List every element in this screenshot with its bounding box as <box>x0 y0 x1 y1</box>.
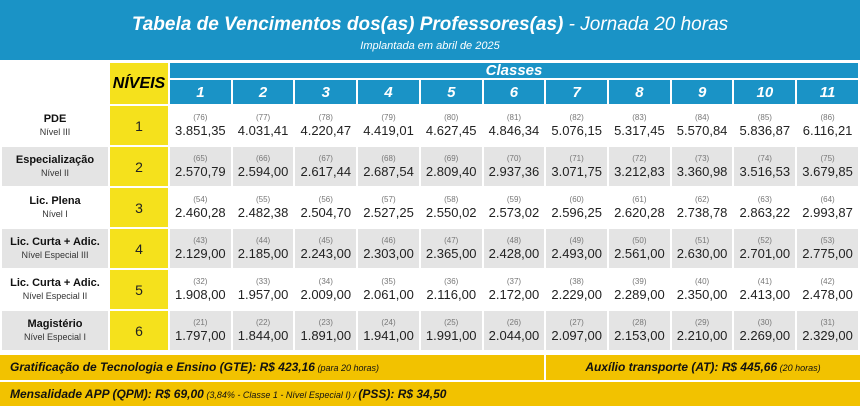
salary-index: (34) <box>318 276 333 286</box>
salary-value: 5.570,84 <box>676 122 728 138</box>
salary-cell <box>797 229 858 268</box>
salary-value: 3.679,85 <box>802 163 853 179</box>
column-header: 3 <box>295 80 356 104</box>
salary-cell <box>672 188 733 227</box>
nivel-cell: 4 <box>110 229 168 268</box>
salary-value: 2.596,25 <box>551 204 602 220</box>
salary-cell <box>170 147 231 186</box>
salary-index: (67) <box>318 153 333 163</box>
salary-value: 2.863,22 <box>739 204 791 220</box>
row-label: Lic. Curta + Adic. <box>10 277 100 289</box>
row-label-cell <box>2 188 108 227</box>
salary-index: (56) <box>318 194 333 204</box>
salary-index: (49) <box>569 235 584 245</box>
salary-cell <box>484 106 545 145</box>
salary-value: 4.419,01 <box>363 122 414 138</box>
salary-value: 2.570,79 <box>175 163 226 179</box>
corner-cell <box>2 63 108 104</box>
salary-value: 2.061,00 <box>363 286 414 302</box>
salary-value: 2.482,38 <box>237 204 289 220</box>
salary-cell <box>672 147 733 186</box>
salary-cell <box>233 106 294 145</box>
salary-value: 2.116,00 <box>426 286 477 302</box>
salary-index: (28) <box>632 317 647 327</box>
salary-cell <box>797 106 858 145</box>
salary-cell <box>233 188 294 227</box>
qpm-label: Mensalidade APP (QPM): R$ 69,00 <box>10 387 204 401</box>
salary-value: 2.527,25 <box>363 204 414 220</box>
salary-index: (22) <box>255 317 271 327</box>
salary-index: (29) <box>694 317 710 327</box>
salary-index: (72) <box>632 153 647 163</box>
salary-cell <box>546 229 607 268</box>
salary-value: 2.594,00 <box>237 163 289 179</box>
salary-value: 1.908,00 <box>175 286 226 302</box>
salary-cell <box>358 147 419 186</box>
salary-value: 6.116,21 <box>802 122 853 138</box>
salary-index: (66) <box>255 153 271 163</box>
salary-index: (65) <box>193 153 208 163</box>
salary-cell <box>484 311 545 350</box>
salary-value: 2.129,00 <box>175 245 226 261</box>
salary-index: (59) <box>506 194 522 204</box>
salary-value: 2.809,40 <box>425 163 477 179</box>
salary-value: 2.413,00 <box>739 286 791 302</box>
salary-value: 2.044,00 <box>488 327 540 343</box>
salary-value: 3.071,75 <box>551 163 602 179</box>
salary-value: 2.561,00 <box>614 245 665 261</box>
salary-value: 1.797,00 <box>175 327 226 343</box>
salary-index: (26) <box>506 317 522 327</box>
row-label: PDE <box>43 113 67 125</box>
salary-value: 4.846,34 <box>488 122 540 138</box>
column-header: 8 <box>609 80 670 104</box>
salary-value: 2.937,36 <box>488 163 540 179</box>
nivel-cell: 5 <box>110 270 168 309</box>
salary-table <box>0 61 860 352</box>
salary-cell <box>233 147 294 186</box>
salary-index: (21) <box>193 317 208 327</box>
salary-value: 2.493,00 <box>551 245 602 261</box>
at-bar <box>546 355 860 380</box>
salary-cell <box>421 106 482 145</box>
salary-index: (75) <box>820 153 835 163</box>
salary-cell <box>672 270 733 309</box>
salary-value: 5.836,87 <box>739 122 791 138</box>
salary-index: (31) <box>820 317 835 327</box>
row-label: Lic. Plena <box>29 195 81 207</box>
salary-index: (83) <box>632 112 647 122</box>
salary-index: (25) <box>444 317 459 327</box>
column-header: 9 <box>672 80 733 104</box>
salary-index: (81) <box>506 112 522 122</box>
salary-value: 2.243,00 <box>300 245 352 261</box>
salary-value: 2.620,28 <box>614 204 665 220</box>
row-label-cell <box>2 270 108 309</box>
classes-header: Classes <box>170 63 858 78</box>
salary-cell <box>484 188 545 227</box>
salary-cell <box>233 270 294 309</box>
salary-cell <box>170 188 231 227</box>
salary-cell <box>358 311 419 350</box>
salary-cell <box>546 188 607 227</box>
salary-cell <box>734 270 795 309</box>
table-row <box>2 106 858 145</box>
salary-index: (70) <box>506 153 522 163</box>
salary-cell <box>797 147 858 186</box>
salary-index: (78) <box>318 112 333 122</box>
salary-cell <box>609 147 670 186</box>
row-label-cell <box>2 147 108 186</box>
salary-value: 1.844,00 <box>237 327 289 343</box>
salary-index: (48) <box>506 235 522 245</box>
salary-value: 2.185,00 <box>237 245 289 261</box>
salary-value: 2.573,02 <box>488 204 540 220</box>
salary-cell <box>484 147 545 186</box>
salary-index: (62) <box>694 194 710 204</box>
column-header: 2 <box>233 80 294 104</box>
salary-cell <box>421 229 482 268</box>
gte-bar <box>0 355 544 380</box>
salary-value: 2.504,70 <box>300 204 352 220</box>
salary-index: (58) <box>444 194 459 204</box>
salary-value: 2.738,78 <box>676 204 728 220</box>
salary-index: (30) <box>757 317 772 327</box>
salary-index: (63) <box>757 194 772 204</box>
title-main: Tabela de Vencimentos dos(as) Professores(as) <box>131 14 564 35</box>
page-title <box>0 14 860 36</box>
row-label-cell <box>2 311 108 350</box>
salary-index: (38) <box>569 276 584 286</box>
nivel-cell: 6 <box>110 311 168 350</box>
salary-index: (52) <box>757 235 772 245</box>
salary-index: (44) <box>255 235 271 245</box>
title-suffix: - Jornada 20 horas <box>563 14 729 35</box>
salary-value: 3.360,98 <box>676 163 728 179</box>
nivel-cell: 2 <box>110 147 168 186</box>
niveis-header: NÍVEIS <box>110 63 168 104</box>
salary-cell <box>170 270 231 309</box>
salary-index: (24) <box>381 317 396 327</box>
salary-cell <box>734 147 795 186</box>
salary-index: (35) <box>381 276 396 286</box>
salary-index: (42) <box>820 276 835 286</box>
salary-index: (86) <box>820 112 835 122</box>
salary-cell <box>484 229 545 268</box>
column-header: 5 <box>421 80 482 104</box>
salary-value: 2.329,00 <box>802 327 853 343</box>
column-header: 11 <box>797 80 858 104</box>
salary-value: 2.172,00 <box>488 286 540 302</box>
salary-index: (53) <box>820 235 835 245</box>
salary-index: (61) <box>632 194 647 204</box>
column-header: 7 <box>546 80 607 104</box>
salary-cell <box>358 188 419 227</box>
salary-value: 5.076,15 <box>551 122 602 138</box>
qpm-bar <box>0 382 860 406</box>
salary-index: (73) <box>694 153 710 163</box>
salary-index: (60) <box>569 194 584 204</box>
salary-index: (54) <box>193 194 208 204</box>
column-header: 1 <box>170 80 231 104</box>
salary-cell <box>484 270 545 309</box>
pss-label: (PSS): R$ 34,50 <box>358 387 447 401</box>
salary-value: 4.220,47 <box>300 122 352 138</box>
table-row <box>2 229 858 268</box>
salary-cell <box>797 188 858 227</box>
salary-cell <box>421 188 482 227</box>
salary-cell <box>734 106 795 145</box>
title-banner <box>0 0 860 60</box>
salary-cell <box>797 311 858 350</box>
salary-index: (76) <box>193 112 208 122</box>
salary-value: 2.460,28 <box>175 204 226 220</box>
salary-value: 3.212,83 <box>614 163 665 179</box>
nivel-cell: 1 <box>110 106 168 145</box>
salary-value: 2.097,00 <box>551 327 602 343</box>
table-body <box>2 106 858 350</box>
salary-cell <box>421 147 482 186</box>
salary-cell <box>672 106 733 145</box>
salary-cell <box>233 311 294 350</box>
salary-cell <box>295 106 356 145</box>
at-note: (20 horas) <box>777 363 821 373</box>
salary-index: (50) <box>632 235 647 245</box>
salary-index: (79) <box>381 112 396 122</box>
salary-cell <box>609 188 670 227</box>
salary-index: (40) <box>694 276 710 286</box>
salary-value: 2.009,00 <box>300 286 352 302</box>
column-header: 4 <box>358 80 419 104</box>
salary-cell <box>734 229 795 268</box>
row-sublabel: Nível Especial III <box>21 250 89 260</box>
salary-cell <box>609 311 670 350</box>
qpm-note: (3,84% - Classe 1 - Nível Especial I) / <box>203 390 359 400</box>
salary-index: (74) <box>757 153 772 163</box>
salary-value: 1.957,00 <box>237 286 289 302</box>
gte-note: (para 20 horas) <box>314 363 380 373</box>
salary-cell <box>358 270 419 309</box>
at-label: Auxílio transporte (AT): R$ 445,66 <box>585 360 778 374</box>
salary-value: 2.350,00 <box>676 286 728 302</box>
salary-value: 1.941,00 <box>363 327 414 343</box>
salary-value: 2.428,00 <box>488 245 540 261</box>
salary-value: 5.317,45 <box>614 122 665 138</box>
row-sublabel: Nível II <box>40 168 69 178</box>
salary-index: (64) <box>820 194 835 204</box>
salary-cell <box>609 270 670 309</box>
salary-value: 4.031,41 <box>237 122 289 138</box>
salary-index: (33) <box>255 276 271 286</box>
salary-index: (51) <box>694 235 710 245</box>
salary-cell <box>295 270 356 309</box>
salary-cell <box>546 270 607 309</box>
salary-index: (37) <box>506 276 522 286</box>
column-header: 10 <box>734 80 795 104</box>
salary-cell <box>609 106 670 145</box>
table-row <box>2 147 858 186</box>
salary-index: (45) <box>318 235 333 245</box>
salary-value: 2.775,00 <box>802 245 853 261</box>
salary-value: 3.851,35 <box>175 122 226 138</box>
salary-value: 2.210,00 <box>676 327 728 343</box>
row-sublabel: Nível III <box>39 127 71 137</box>
salary-cell <box>546 106 607 145</box>
salary-value: 2.289,00 <box>614 286 665 302</box>
salary-index: (27) <box>569 317 584 327</box>
salary-value: 2.365,00 <box>425 245 477 261</box>
gte-label: Gratificação de Tecnologia e Ensino (GTE): R$ 423,16 <box>10 360 315 374</box>
salary-cell <box>734 311 795 350</box>
salary-cell <box>609 229 670 268</box>
salary-index: (71) <box>569 153 584 163</box>
table-row <box>2 311 858 350</box>
salary-cell <box>734 188 795 227</box>
salary-cell <box>421 311 482 350</box>
salary-cell <box>358 229 419 268</box>
salary-cell <box>546 311 607 350</box>
salary-index: (36) <box>444 276 459 286</box>
salary-index: (39) <box>632 276 647 286</box>
salary-index: (47) <box>444 235 459 245</box>
row-sublabel: Nível I <box>42 209 68 219</box>
salary-value: 2.993,87 <box>802 204 853 220</box>
salary-value: 2.701,00 <box>739 245 791 261</box>
salary-cell <box>295 147 356 186</box>
salary-value: 4.627,45 <box>425 122 477 138</box>
row-label: Especialização <box>15 154 95 166</box>
salary-index: (69) <box>444 153 459 163</box>
row-label-cell <box>2 106 108 145</box>
page-subtitle: Implantada em abril de 2025 <box>360 40 500 52</box>
salary-cell <box>797 270 858 309</box>
salary-value: 2.153,00 <box>614 327 665 343</box>
salary-cell <box>295 311 356 350</box>
row-label: Magistério <box>27 318 83 330</box>
salary-cell <box>170 229 231 268</box>
row-sublabel: Nível Especial I <box>23 332 87 342</box>
salary-cell <box>358 106 419 145</box>
salary-index: (77) <box>255 112 271 122</box>
row-label: Lic. Curta + Adic. <box>10 236 100 248</box>
salary-index: (84) <box>694 112 710 122</box>
salary-index: (32) <box>193 276 208 286</box>
column-header: 6 <box>484 80 545 104</box>
salary-index: (55) <box>255 194 271 204</box>
salary-value: 2.550,02 <box>425 204 477 220</box>
salary-index: (43) <box>193 235 208 245</box>
salary-value: 3.516,53 <box>739 163 791 179</box>
salary-cell <box>170 106 231 145</box>
salary-value: 2.478,00 <box>802 286 853 302</box>
salary-index: (23) <box>318 317 333 327</box>
salary-value: 2.269,00 <box>739 327 791 343</box>
salary-index: (41) <box>757 276 772 286</box>
salary-value: 1.891,00 <box>300 327 352 343</box>
salary-value: 1.991,00 <box>425 327 477 343</box>
nivel-cell: 3 <box>110 188 168 227</box>
salary-value: 2.617,44 <box>300 163 352 179</box>
salary-cell <box>233 229 294 268</box>
table-row <box>2 188 858 227</box>
salary-cell <box>672 311 733 350</box>
row-label-cell <box>2 229 108 268</box>
table-row <box>2 270 858 309</box>
salary-cell <box>546 147 607 186</box>
salary-value: 2.687,54 <box>363 163 414 179</box>
salary-cell <box>421 270 482 309</box>
salary-cell <box>672 229 733 268</box>
row-sublabel: Nível Especial II <box>22 291 88 301</box>
salary-value: 2.630,00 <box>676 245 728 261</box>
salary-index: (57) <box>381 194 396 204</box>
salary-index: (46) <box>381 235 396 245</box>
salary-cell <box>295 188 356 227</box>
salary-index: (82) <box>569 112 584 122</box>
salary-index: (85) <box>757 112 772 122</box>
salary-index: (68) <box>381 153 396 163</box>
salary-value: 2.229,00 <box>551 286 602 302</box>
salary-value: 2.303,00 <box>363 245 414 261</box>
salary-cell <box>295 229 356 268</box>
salary-cell <box>170 311 231 350</box>
salary-index: (80) <box>444 112 459 122</box>
